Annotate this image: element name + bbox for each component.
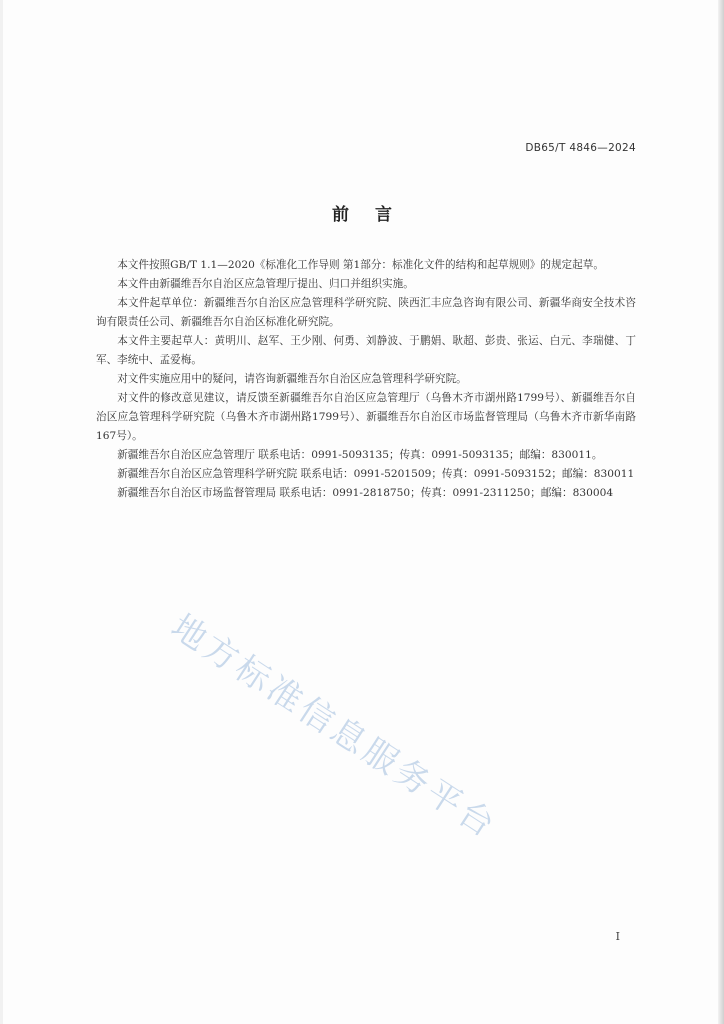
contact-emergency-dept: 新疆维吾尔自治区应急管理厅 联系电话：0991-5093135；传真：0991-5093135；邮编：830011。 (117, 449, 603, 461)
paragraph-inquiry: 对文件实施应用中的疑问，请咨询新疆维吾尔自治区应急管理科学研究院。 (117, 373, 467, 385)
paragraph-feedback: 对文件的修改意见建议，请反馈至新疆维吾尔自治区应急管理厅（乌鲁木齐市湖州路1799号）、新疆维吾尔自治区应急管理科学研究院（乌鲁木齐市湖州路1799号）、新疆维吾尔自治区市场监督管理局（乌鲁木齐市新华南路167号）。 (96, 392, 636, 442)
watermark: 地方标准信息服务平台 (163, 606, 505, 848)
paragraph-proposer: 本文件由新疆维吾尔自治区应急管理厅提出、归口并组织实施。 (117, 278, 414, 290)
page-left-edge (0, 0, 3, 1024)
paragraph-drafting-rules: 本文件按照GB/T 1.1—2020《标准化工作导则 第1部分：标准化文件的结构和起草规则》的规定起草。 (117, 259, 604, 271)
page-number: I (615, 930, 620, 943)
foreword-body (96, 256, 636, 503)
contact-research-institute: 新疆维吾尔自治区应急管理科学研究院 联系电话：0991-5201509；传真：0991-5093152；邮编：830011 (117, 468, 635, 480)
paragraph-drafters: 本文件主要起草人：黄明川、赵军、王少刚、何勇、刘静波、于鹏娟、耿超、彭贵、张运、白元、李瑞健、丁军、李统中、孟爱梅。 (96, 335, 636, 366)
contact-market-supervision: 新疆维吾尔自治区市场监督管理局 联系电话：0991-2818750；传真：0991-2311250；邮编：830004 (117, 487, 614, 499)
paragraph-drafting-units: 本文件起草单位：新疆维吾尔自治区应急管理科学研究院、陕西汇丰应急咨询有限公司、新疆华商安全技术咨询有限责任公司、新疆维吾尔自治区标准化研究院。 (96, 297, 636, 328)
page-right-edge (718, 0, 724, 1024)
page-title: 前言 (332, 205, 418, 225)
standard-code: DB65/T 4846—2024 (525, 142, 636, 154)
